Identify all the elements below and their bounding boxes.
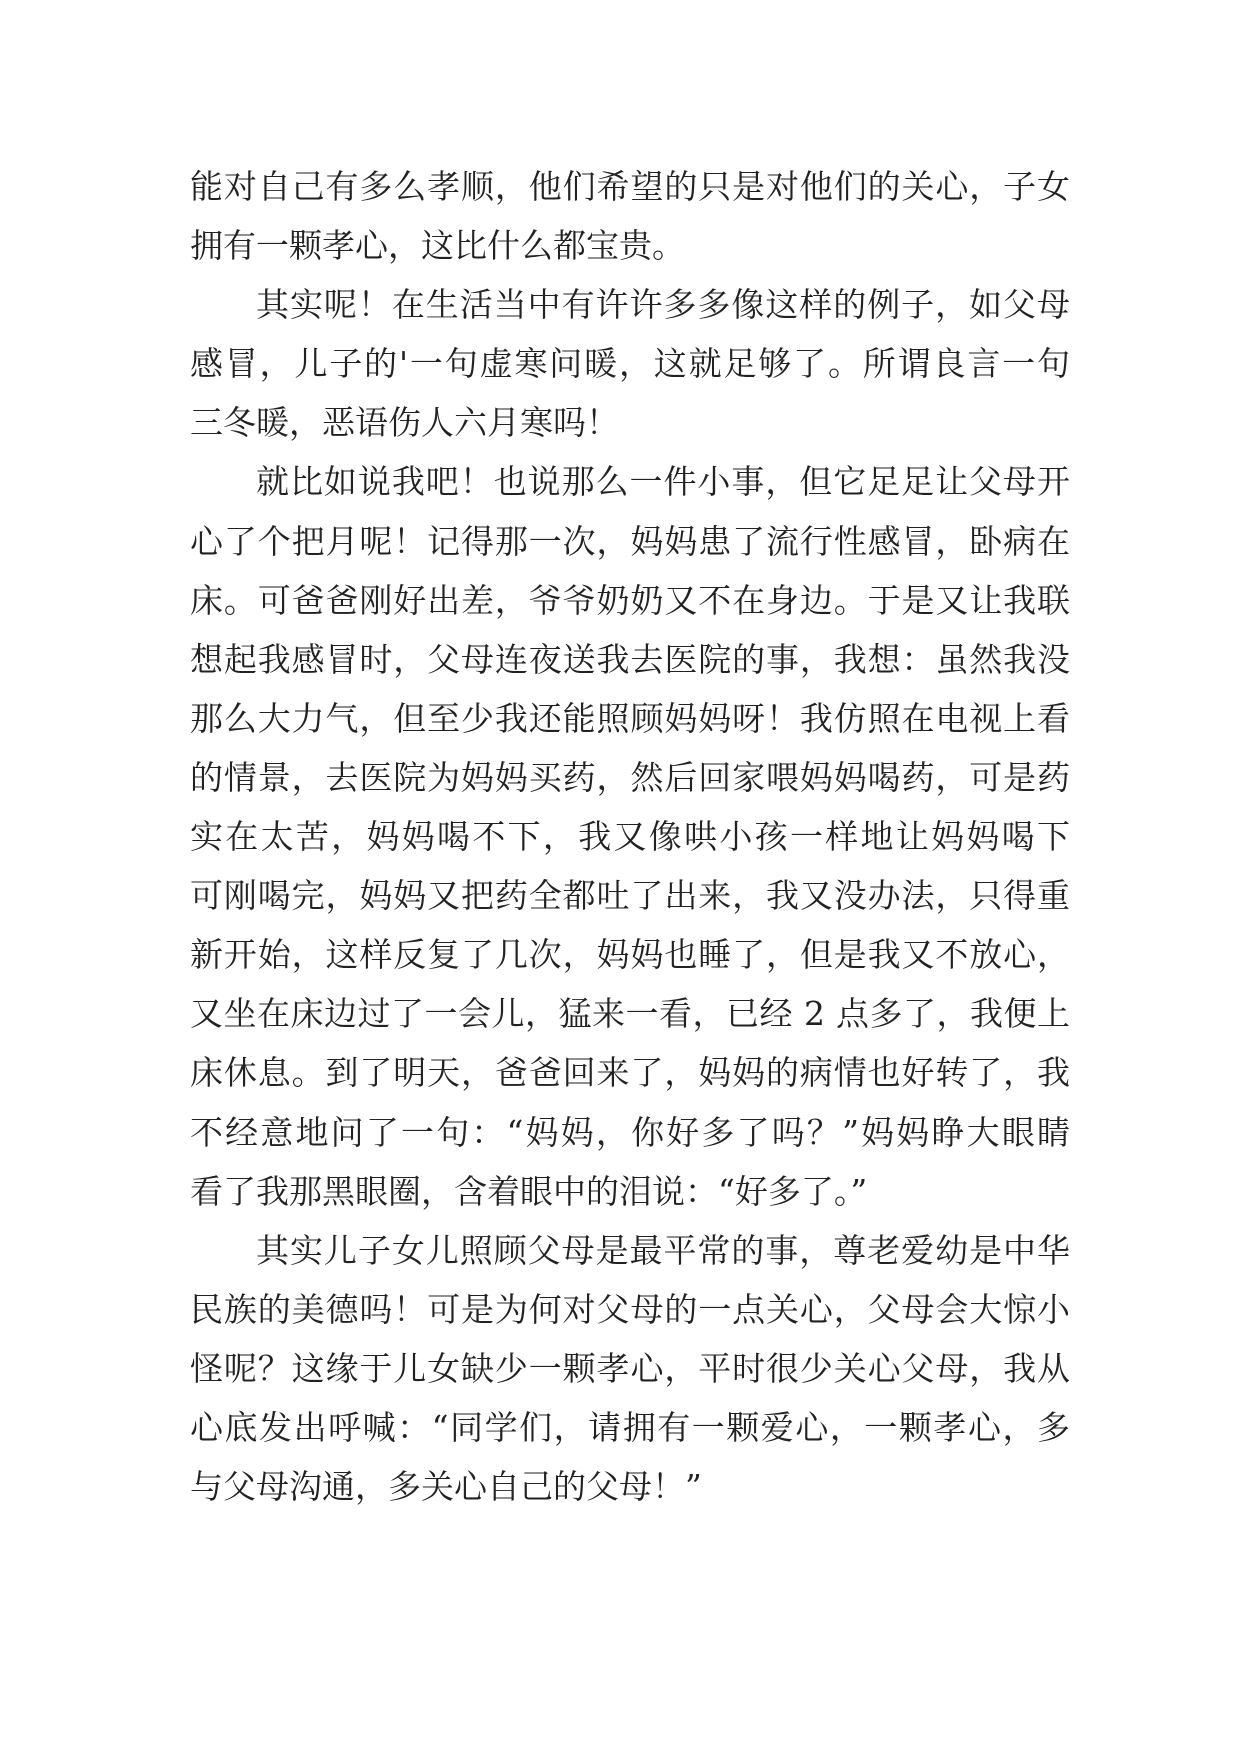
text-line: 实在太苦，妈妈喝不下，我又像哄小孩一样地让妈妈喝下 [190, 817, 1070, 857]
text-line: 能对自己有多么孝顺，他们希望的只是对他们的关心，子女 [190, 167, 1070, 206]
body-text [190, 157, 1070, 1516]
text-line: 新开始，这样反复了几次，妈妈也睡了，但是我又不放心， [190, 935, 1070, 975]
text-line: 那么大力气，但至少我还能照顾妈妈呀！我仿照在电视上看 [190, 698, 1070, 738]
text-line: 感冒，儿子的'一句虚寒问暖，这就足够了。所谓良言一句 [190, 344, 1070, 384]
text-line: 其实呢！在生活当中有许许多多像这样的例子，如父母 [256, 285, 1070, 325]
text-line: 其实儿子女儿照顾父母是最平常的事，尊老爱幼是中华 [256, 1230, 1070, 1270]
text-line: 想起我感冒时，父母连夜送我去医院的事，我想：虽然我没 [190, 639, 1070, 679]
text-line: 床。可爸爸刚好出差，爷爷奶奶又不在身边。于是又让我联 [190, 580, 1070, 620]
text-line: 不经意地问了一句：“妈妈，你好多了吗？”妈妈睁大眼睛 [190, 1112, 1070, 1152]
text-line: 的情景，去医院为妈妈买药，然后回家喂妈妈喝药，可是药 [190, 757, 1070, 797]
text-line: 心了个把月呢！记得那一次，妈妈患了流行性感冒，卧病在 [190, 521, 1070, 561]
text-line: 可刚喝完，妈妈又把药全都吐了出来，我又没办法，只得重 [190, 876, 1070, 916]
text-line: 就比如说我吧！也说那么一件小事，但它足足让父母开 [256, 462, 1070, 502]
text-line: 看了我那黑眼圈，含着眼中的泪说：“好多了。” [190, 1171, 868, 1211]
text-line: 民族的美德吗！可是为何对父母的一点关心，父母会大惊小 [190, 1289, 1070, 1329]
text-line: 怪呢？这缘于儿女缺少一颗孝心，平时很少关心父母，我从 [190, 1348, 1070, 1388]
text-line: 床休息。到了明天，爸爸回来了，妈妈的病情也好转了，我 [190, 1053, 1070, 1093]
text-line: 三冬暖，恶语伤人六月寒吗！ [190, 403, 619, 443]
text-line: 又坐在床边过了一会儿，猛来一看，已经 2 点多了，我便上 [190, 994, 1070, 1034]
text-line: 心底发出呼喊：“同学们，请拥有一颗爱心，一颗孝心，多 [190, 1407, 1070, 1447]
text-line: 与父母沟通，多关心自己的父母！” [190, 1467, 702, 1507]
text-line: 拥有一颗孝心，这比什么都宝贵。 [190, 226, 685, 266]
